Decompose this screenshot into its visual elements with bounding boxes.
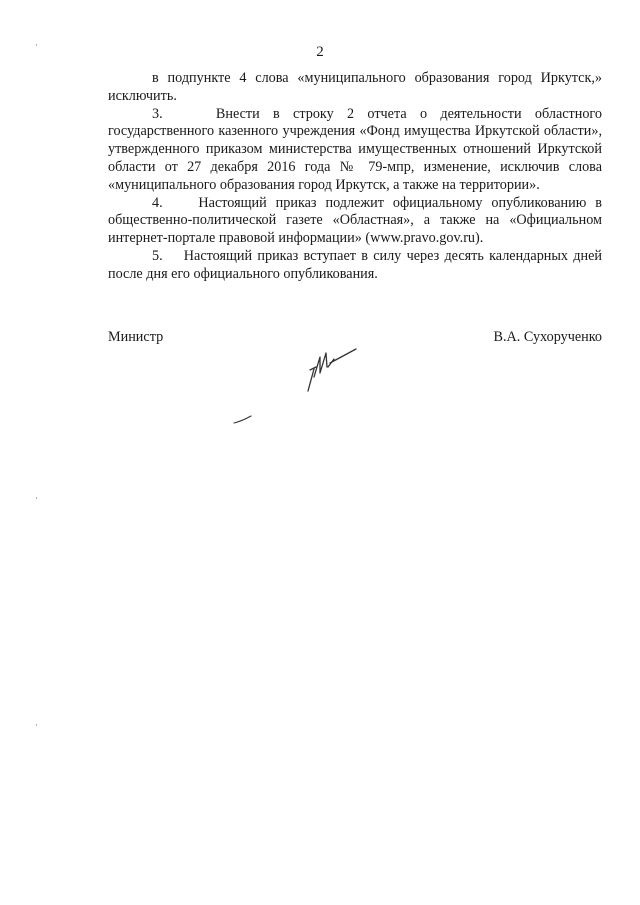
paragraph-item-4: 4. Настоящий приказ подлежит официальному опубликованию в общественно-политической газете «Областная», а также на «Официальном интернет-портале правовой информации» (www.pravo.gov.ru). bbox=[108, 194, 602, 247]
pen-mark bbox=[232, 412, 256, 426]
margin-mark bbox=[36, 724, 37, 726]
handwritten-signature bbox=[290, 345, 370, 395]
document-body bbox=[108, 70, 602, 284]
paragraph-continuation: в подпункте 4 слова «муниципального образования город Иркутск,» исключить. bbox=[108, 70, 602, 104]
signer-title: Министр bbox=[108, 329, 164, 345]
margin-mark bbox=[36, 497, 37, 499]
paragraph-item-3: 3. Внести в строку 2 отчета о деятельности областного государственного казенного учреждения «Фонд имущества Иркутской области», утвержденного приказом министерства имущественных отношений Иркутской области от 27 декабря 2016 года № 79-мпр, изменение, исключив слова «муниципального образования город Иркутск, а также на территории». bbox=[108, 105, 602, 193]
signer-name: В.А. Сухорученко bbox=[493, 329, 602, 345]
paragraph-item-5: 5. Настоящий приказ вступает в силу через десять календарных дней после дня его официального опубликования. bbox=[108, 247, 602, 282]
page-number: 2 bbox=[316, 44, 324, 60]
